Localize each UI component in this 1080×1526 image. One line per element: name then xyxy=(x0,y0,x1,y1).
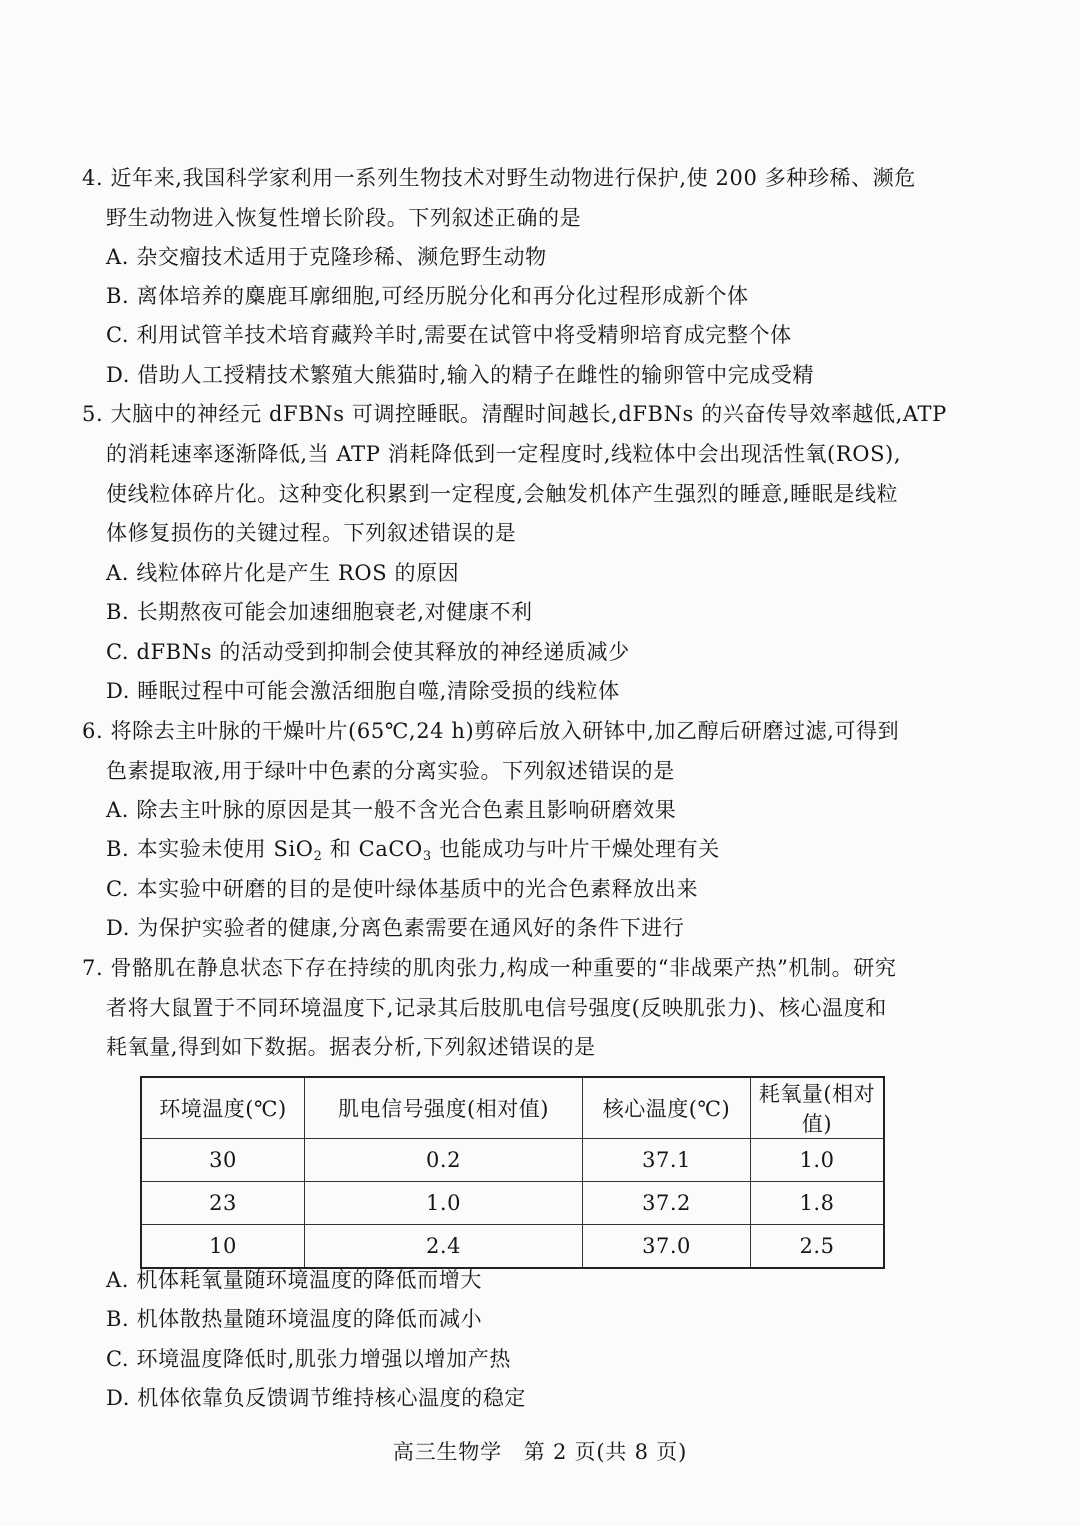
q5-option-d: D. 睡眠过程中可能会激活细胞自噬,清除受损的线粒体 xyxy=(106,679,620,703)
table-row xyxy=(141,1225,884,1269)
table-cell: 23 xyxy=(141,1182,305,1225)
q6-option-b-part1: B. 本实验未使用 SiO xyxy=(106,837,314,861)
table-cell: 30 xyxy=(141,1139,305,1182)
q6-option-a: A. 除去主叶脉的原因是其一般不含光合色素且影响研磨效果 xyxy=(106,798,677,822)
table-row xyxy=(141,1139,884,1182)
q5-option-a: A. 线粒体碎片化是产生 ROS 的原因 xyxy=(106,561,460,585)
q7-option-c: C. 环境温度降低时,肌张力增强以增加产热 xyxy=(106,1347,511,1371)
q5-stem-line-4: 体修复损伤的关键过程。下列叙述错误的是 xyxy=(106,521,517,545)
table-header-cell: 肌电信号强度(相对值) xyxy=(305,1077,583,1139)
table-header-cell: 核心温度(℃) xyxy=(583,1077,751,1139)
q6-stem-line-2: 色素提取液,用于绿叶中色素的分离实验。下列叙述错误的是 xyxy=(106,759,675,783)
q6-option-d: D. 为保护实验者的健康,分离色素需要在通风好的条件下进行 xyxy=(106,916,685,940)
q6-option-c: C. 本实验中研磨的目的是使叶绿体基质中的光合色素释放出来 xyxy=(106,877,699,901)
q4-option-b: B. 离体培养的麋鹿耳廓细胞,可经历脱分化和再分化过程形成新个体 xyxy=(106,284,749,308)
q4-stem-line-2: 野生动物进入恢复性增长阶段。下列叙述正确的是 xyxy=(106,206,582,230)
q5-option-b: B. 长期熬夜可能会加速细胞衰老,对健康不利 xyxy=(106,600,533,624)
q6-option-b-sub2: 3 xyxy=(422,849,432,864)
q4-option-a: A. 杂交瘤技术适用于克隆珍稀、濒危野生动物 xyxy=(106,245,547,269)
table-cell: 37.1 xyxy=(583,1139,751,1182)
q7-data-table xyxy=(140,1076,885,1269)
q6-option-b-part2: 和 CaCO xyxy=(322,837,423,861)
table-cell: 1.0 xyxy=(751,1139,885,1182)
q7-stem-line-3: 耗氧量,得到如下数据。据表分析,下列叙述错误的是 xyxy=(106,1035,596,1059)
q6-option-b-part3: 也能成功与叶片干燥处理有关 xyxy=(431,837,720,861)
q7-stem-line-1: 7. 骨骼肌在静息状态下存在持续的肌肉张力,构成一种重要的“非战栗产热”机制。研究 xyxy=(82,956,897,980)
table-row xyxy=(141,1182,884,1225)
table-header-row xyxy=(141,1077,884,1139)
q4-option-c: C. 利用试管羊技术培育藏羚羊时,需要在试管中将受精卵培育成完整个体 xyxy=(106,323,792,347)
table-cell: 2.5 xyxy=(751,1225,885,1269)
table-cell: 1.0 xyxy=(305,1182,583,1225)
table-header-cell: 耗氧量(相对值) xyxy=(751,1077,885,1139)
q4-option-d: D. 借助人工授精技术繁殖大熊猫时,输入的精子在雌性的输卵管中完成受精 xyxy=(106,363,815,387)
q4-stem-line-1: 4. 近年来,我国科学家利用一系列生物技术对野生动物进行保护,使 200 多种珍稀、濒危 xyxy=(82,166,916,190)
table-header-cell: 环境温度(℃) xyxy=(141,1077,305,1139)
table-cell: 37.2 xyxy=(583,1182,751,1225)
table-cell: 10 xyxy=(141,1225,305,1269)
q5-stem-line-2: 的消耗速率逐渐降低,当 ATP 消耗降低到一定程度时,线粒体中会出现活性氧(ROS), xyxy=(106,442,902,466)
q5-stem-line-3: 使线粒体碎片化。这种变化积累到一定程度,会触发机体产生强烈的睡意,睡眠是线粒 xyxy=(106,482,899,506)
q7-option-a: A. 机体耗氧量随环境温度的降低而增大 xyxy=(106,1268,482,1292)
table-cell: 2.4 xyxy=(305,1225,583,1269)
q5-option-c: C. dFBNs 的活动受到抑制会使其释放的神经递质减少 xyxy=(106,640,630,664)
q6-option-b-sub1: 2 xyxy=(313,849,323,864)
table-cell: 1.8 xyxy=(751,1182,885,1225)
page-footer: 高三生物学 第 2 页(共 8 页) xyxy=(392,1440,688,1464)
q6-option-b xyxy=(106,834,720,872)
q6-stem-line-1: 6. 将除去主叶脉的干燥叶片(65℃,24 h)剪碎后放入研钵中,加乙醇后研磨过滤,可得到 xyxy=(82,719,900,743)
table-cell: 0.2 xyxy=(305,1139,583,1182)
q7-option-d: D. 机体依靠负反馈调节维持核心温度的稳定 xyxy=(106,1386,527,1410)
q5-stem-line-1: 5. 大脑中的神经元 dFBNs 可调控睡眠。清醒时间越长,dFBNs 的兴奋传导效率越低,ATP xyxy=(82,402,947,426)
q7-option-b: B. 机体散热量随环境温度的降低而减小 xyxy=(106,1307,483,1331)
table-cell: 37.0 xyxy=(583,1225,751,1269)
q7-stem-line-2: 者将大鼠置于不同环境温度下,记录其后肢肌电信号强度(反映肌张力)、核心温度和 xyxy=(106,996,887,1020)
